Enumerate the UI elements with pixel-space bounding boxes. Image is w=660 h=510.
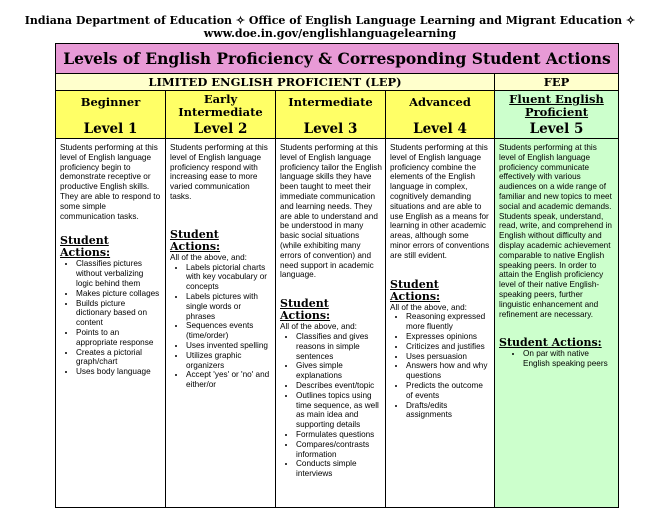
student-actions-list bbox=[499, 349, 615, 369]
list-item: • Classifies and gives reasons in simple sentences bbox=[296, 332, 382, 361]
list-item: • Describes event/topic bbox=[296, 381, 382, 391]
list-item: • Criticizes and justifies bbox=[406, 342, 491, 352]
list-item: • Sequences events (time/order) bbox=[186, 321, 272, 341]
student-actions-list bbox=[280, 332, 382, 479]
proficiency-table bbox=[55, 43, 619, 508]
level-name: Early Intermediate bbox=[178, 92, 263, 119]
list-item: • Reasoning expressed more fluently bbox=[406, 312, 491, 332]
level-4-header bbox=[386, 91, 495, 139]
student-actions-heading: Student Actions: bbox=[170, 227, 221, 253]
student-actions-intro: All of the above, and: bbox=[390, 302, 467, 312]
list-item: • Uses body language bbox=[76, 367, 162, 377]
level-number: Level 2 bbox=[193, 121, 248, 137]
student-actions-heading: Student Actions: bbox=[499, 336, 602, 350]
level-number: Level 4 bbox=[413, 121, 467, 137]
header-line-1: Indiana Department of Education ✧ Office of English Language Learning and Migrant Education ✧ bbox=[24, 14, 636, 27]
student-actions-list bbox=[60, 259, 162, 377]
lep-header: LIMITED ENGLISH PROFICIENT (LEP) bbox=[56, 74, 495, 91]
level-number: Level 3 bbox=[303, 121, 358, 137]
student-actions-intro: All of the above, and: bbox=[170, 252, 247, 262]
list-item: • Drafts/edits assignments bbox=[406, 401, 491, 421]
level-description: Students performing at this level of English language proficiency tailor the English language skills they have been taught to meet their immediate communication and learning needs. They are able to understand and be understood in many basic social situations (while exhibiting many errors of convention) and need support in academic language. bbox=[280, 143, 382, 280]
level-name: Advanced bbox=[409, 95, 471, 109]
list-item: • On par with native English speaking peers bbox=[523, 349, 615, 369]
student-actions-intro: All of the above, and: bbox=[280, 322, 357, 332]
list-item: • Utilizes graphic organizers bbox=[186, 351, 272, 371]
student-actions-list bbox=[170, 263, 272, 390]
list-item: • Uses invented spelling bbox=[186, 341, 272, 351]
list-item: • Predicts the outcome of events bbox=[406, 381, 491, 401]
list-item: • Builds picture dictionary based on content bbox=[76, 299, 162, 328]
level-name: Beginner bbox=[80, 95, 141, 109]
list-item: • Accept 'yes' or 'no' and either/or bbox=[186, 370, 272, 390]
level-5-column bbox=[495, 139, 618, 507]
student-actions-list bbox=[390, 312, 491, 420]
list-item: • Labels pictures with single words or phrases bbox=[186, 292, 272, 321]
fep-header: FEP bbox=[495, 74, 618, 91]
student-actions-heading: Student Actions: bbox=[60, 234, 111, 260]
list-item: • Conducts simple interviews bbox=[296, 459, 382, 479]
level-description: Students performing at this level of English language proficiency begin to demonstrate receptive or productive English skills. They are able to respond to some simple communication tasks. bbox=[60, 143, 161, 221]
level-description: Students performing at this level of English language proficiency combine the elements of the English language in complex, cognitively demanding situations and are able to use English as a means for learning in other academic areas, although some minor errors of conventions are still evident. bbox=[390, 143, 490, 260]
list-item: • Makes picture collages bbox=[76, 289, 162, 299]
list-item: • Creates a pictorial graph/chart bbox=[76, 348, 162, 368]
list-item: • Expresses opinions bbox=[406, 332, 491, 342]
list-item: • Classifies pictures without verbalizing logic behind them bbox=[76, 259, 162, 288]
level-number: Level 5 bbox=[529, 121, 584, 137]
level-3-header bbox=[276, 91, 386, 139]
list-item: • Gives simple explanations bbox=[296, 361, 382, 381]
level-number: Level 1 bbox=[83, 121, 138, 137]
level-2-column bbox=[166, 139, 276, 507]
level-5-header bbox=[495, 91, 618, 139]
table-title: Levels of English Proficiency & Corresponding Student Actions bbox=[56, 44, 618, 74]
level-1-header bbox=[56, 91, 166, 139]
list-item: • Points to an appropriate response bbox=[76, 328, 162, 348]
level-name: Intermediate bbox=[288, 95, 373, 109]
level-description: Students performing at this level of English language proficiency respond with increasing ease to more varied communication tasks. bbox=[170, 143, 268, 201]
list-item: • Formulates questions bbox=[296, 430, 382, 440]
list-item: • Answers how and why questions bbox=[406, 361, 491, 381]
level-description: Students performing at this level of English language proficiency communicate effectively with various audiences on a wide range of familiar and new topics to meet social and academic demands. Students speak, understand, read, write, and comprehend in English without difficulty and display academic achievement comparable to native English speaking peers. In order to attain the English proficiency level of their native English-speaking peers, further linguistic enhancement and refinement are necessary. bbox=[499, 143, 612, 319]
student-actions-heading: Student Actions: bbox=[280, 297, 331, 323]
level-3-column bbox=[276, 139, 386, 507]
list-item: • Compares/contrasts information bbox=[296, 440, 382, 460]
level-2-header bbox=[166, 91, 276, 139]
list-item: • Uses persuasion bbox=[406, 352, 491, 362]
level-name: Fluent English Proficient bbox=[509, 92, 604, 119]
list-item: • Labels pictorial charts with key vocabulary or concepts bbox=[186, 263, 272, 292]
student-actions-heading: Student Actions: bbox=[390, 277, 441, 303]
list-item: • Outlines topics using time sequence, as well as main idea and supporting details bbox=[296, 391, 382, 430]
level-4-column bbox=[386, 139, 495, 507]
level-1-column bbox=[56, 139, 166, 507]
header-url[interactable]: www.doe.in.gov/englishlanguagelearning bbox=[203, 27, 457, 40]
